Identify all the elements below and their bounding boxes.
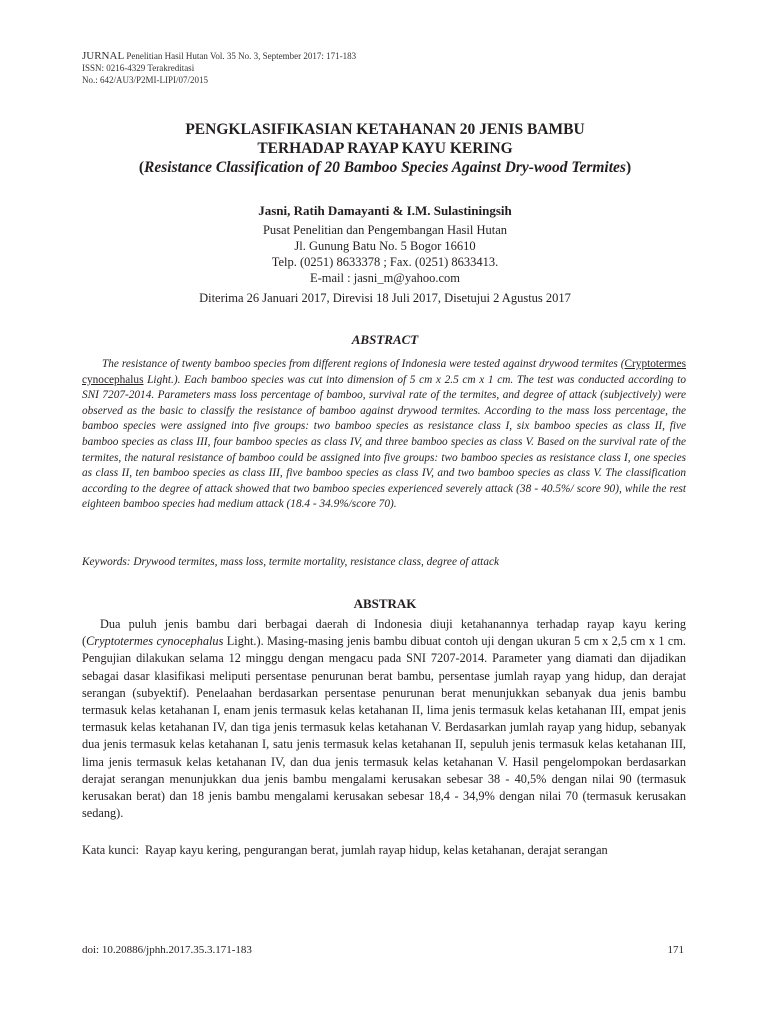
title-line-1: PENGKLASIFIKASIAN KETAHANAN 20 JENIS BAMBU xyxy=(185,121,585,138)
affiliation-email: E-mail : jasni_m@yahoo.com xyxy=(309,271,461,285)
journal-citation: Penelitian Hasil Hutan Vol. 35 No. 3, September 2017: 171-183 xyxy=(126,51,357,61)
accreditation-line: No.: 642/AU3/P2MI-LIPI/07/2015 xyxy=(82,75,208,85)
journal-mark: JURNAL xyxy=(82,50,125,62)
abstract-body: The resistance of twenty bamboo species from different regions of Indonesia were tested against drywood termites (Cryptotermes cynocephalus Light.). Each bamboo species was cut into dimension of 5 cm x 2.5 cm x 1 cm. The test was conducted according to SNI 7207-2014. Parameters mass loss percentage of bamboo, survival rate of the termites, and degree of attack (subjectively) were observed as the basic to classify the resistance of bamboo against drywood termites. According to the mass loss percentage, the bamboo species were assigned into five groups: two bamboo species as resistance class I, six bamboo species as class II, five bamboo species as class III, four bamboo species as class IV, and three bamboo species as class V. Based on the survival rate of the termites, the natural resistance of bamboo could be assigned into five groups: two bamboo species as resistance class I, one species as class II, ten bamboo species as class III, five bamboo species as class IV, and two bamboo species as class V. The classification according to the degree of attack showed that two bamboo species experienced severely attack (38 - 40.5%/ score 90), while the rest eighteen bamboo species had medium attack (18.4 - 34.9%/score 70). xyxy=(82,358,686,511)
submission-dates: Diterima 26 Januari 2017, Direvisi 18 Juli 2017, Disetujui 2 Agustus 2017 xyxy=(199,291,571,305)
doi: doi: 10.20886/jphh.2017.35.3.171-183 xyxy=(82,944,252,956)
affiliation xyxy=(82,222,688,286)
title-line-2: TERHADAP RAYAP KAYU KERING xyxy=(257,140,513,157)
abstrak-heading: ABSTRAK xyxy=(353,596,417,611)
abstrak-body: Dua puluh jenis bambu dari berbagai daerah di Indonesia diuji ketahanannya terhadap rayap kayu kering (Cryptotermes cynocephalus Light.). Masing-masing jenis bambu dibuat contoh uji dengan ukuran 5 cm x 2,5 cm x 1 cm. Pengujian dilakukan selama 12 minggu dengan mengacu pada SNI 7207-2014. Parameter yang diamati dan dijadikan sebagai dasar klasifikasi meliputi persentase penurunan berat bambu, persentase jumlah rayap yang hidup, dan derajat serangan (subyektif). Penelaahan berdasarkan persentase penurunan berat menunjukkan sebanyak dua jenis bambu termasuk kelas ketahanan I, enam jenis termasuk kelas ketahanan II, lima jenis termasuk kelas ketahanan III, empat jenis termasuk kelas ketahanan IV, dan tiga jenis termasuk kelas ketahanan V. Berdasarkan jumlah rayap yang hidup, sebanyak dua jenis termasuk kelas ketahanan I, satu jenis termasuk kelas ketahanan II, sepuluh jenis termasuk kelas ketahanan III, lima jenis termasuk kelas ketahanan IV, dan dua jenis termasuk kelas ketahanan V. Hasil pengelompokan berdasarkan derajat serangan menunjukkan dua jenis bambu mengalami kerusakan sebesar 38 - 40,5% dengan nilai 90 (termasuk kerusakan berat) dan 18 jenis bambu mengalami kerusakan sebesar 18,4 - 34,9% dengan nilai 70 (termasuk kerusakan sedang). xyxy=(82,617,686,821)
affiliation-institution: Pusat Penelitian dan Pengembangan Hasil Hutan xyxy=(262,223,508,237)
authors: Jasni, Ratih Damayanti & I.M. Sulastiningsih xyxy=(258,203,512,218)
title-english: (Resistance Classification of 20 Bamboo Species Against Dry-wood Termites) xyxy=(138,159,632,176)
page-number: 171 xyxy=(667,944,684,956)
kata-kunci-label: Kata kunci: xyxy=(82,843,140,857)
affiliation-address: Jl. Gunung Batu No. 5 Bogor 16610 xyxy=(294,239,476,253)
kata-kunci-values: Rayap kayu kering, pengurangan berat, jumlah rayap hidup, kelas ketahanan, derajat serangan xyxy=(145,843,608,857)
kata-kunci xyxy=(82,842,686,859)
keywords: Keywords: Drywood termites, mass loss, termite mortality, resistance class, degree of attack xyxy=(82,556,499,568)
journal-header xyxy=(82,50,356,86)
paper-title xyxy=(82,120,688,177)
affiliation-phone: Telp. (0251) 8633378 ; Fax. (0251) 8633413. xyxy=(271,255,499,269)
abstract-heading: ABSTRACT xyxy=(351,332,419,347)
issn-line: ISSN: 0216-4329 Terakreditasi xyxy=(82,63,195,73)
